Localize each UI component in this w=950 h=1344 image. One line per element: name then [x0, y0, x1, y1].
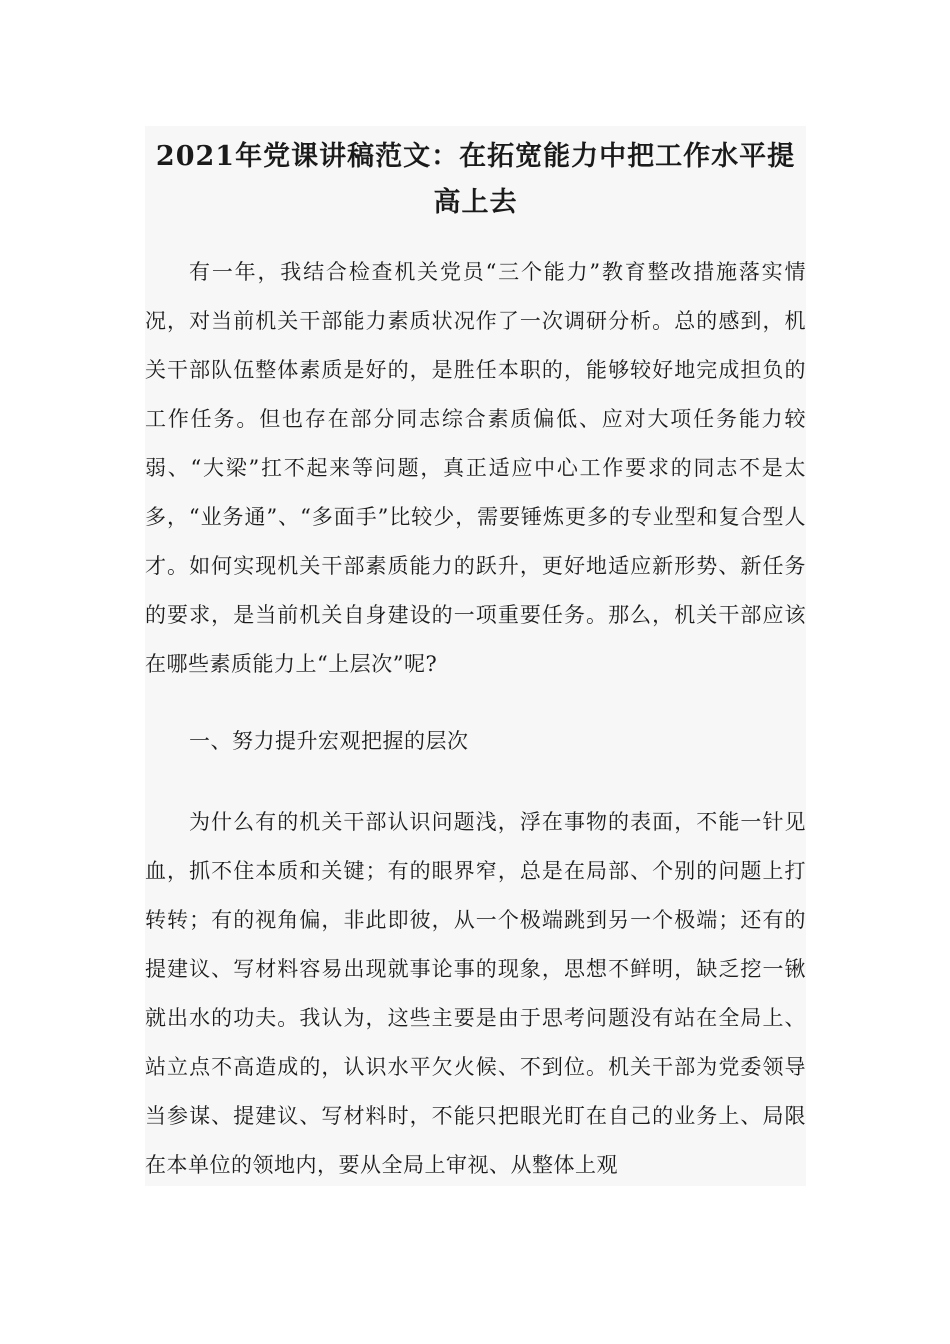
paragraph-intro: 有一年，我结合检查机关党员“三个能力”教育整改措施落实情况，对当前机关干部能力素质状况作了一次调研分析。总的感到，机关干部队伍整体素质是好的，是胜任本职的，能够较好地完成担负的工作任务。但也存在部分同志综合素质偏低、应对大项任务能力较弱、“大梁”扛不起来等问题，真正适应中心工作要求的同志不是太多，“业务通”、“多面手”比较少，需要锤炼更多的专业型和复合型人才。如何实现机关干部素质能力的跃升，更好地适应新形势、新任务的要求，是当前机关自身建设的一项重要任务。那么，机关干部应该在哪些素质能力上“上层次”呢?: [145, 260, 806, 676]
section-heading: 一、努力提升宏观把握的层次: [189, 729, 469, 753]
document-title: 2021年党课讲稿范文：在拓宽能力中把工作水平提高上去: [155, 141, 796, 218]
document-page: [145, 126, 806, 1186]
paragraph-section-one: 为什么有的机关干部认识问题浅，浮在事物的表面，不能一针见血，抓不住本质和关键；有的眼界窄，总是在局部、个别的问题上打转转；有的视角偏，非此即彼，从一个极端跳到另一个极端；还有的提建议、写材料容易出现就事论事的现象，思想不鲜明，缺乏挖一锹就出水的功夫。我认为，这些主要是由于思考问题没有站在全局上、站立点不高造成的，认识水平欠火候、不到位。机关干部为党委领导当参谋、提建议、写材料时，不能只把眼光盯在自己的业务上、局限在本单位的领地内，要从全局上审视、从整体上观: [145, 810, 806, 1177]
